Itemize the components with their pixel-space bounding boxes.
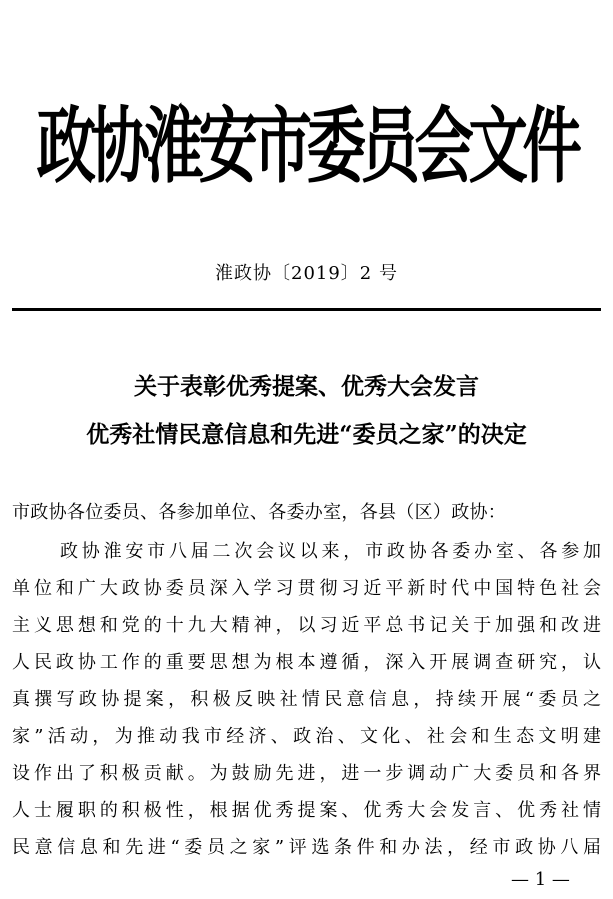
body-line-1: 政协淮安市八届二次会议以来，市政协各委办室、各参加 — [60, 541, 601, 562]
page-number: — 1 — — [511, 869, 570, 890]
salutation: 市政协各位委员、各参加单位、各委办室，各县（区）政协： — [12, 502, 507, 523]
body-line-6: 家”活动，为推动我市经济、政治、文化、社会和生态文明建 — [12, 726, 601, 747]
body-line-3: 主义思想和党的十九大精神，以习近平总书记关于加强和改进 — [12, 615, 601, 636]
decision-title-line-2: 优秀社情民意信息和先进“委员之家”的决定 — [86, 421, 527, 448]
header-divider — [12, 308, 601, 311]
body-line-7: 设作出了积极贡献。为鼓励先进，进一步调动广大委员和各界 — [12, 763, 601, 784]
body-line-8: 人士履职的积极性，根据优秀提案、优秀大会发言、优秀社情 — [12, 800, 601, 821]
decision-title-line-1: 关于表彰优秀提案、优秀大会发言 — [134, 373, 479, 400]
document-number: 淮政协〔2019〕2 号 — [215, 263, 398, 284]
body-line-2: 单位和广大政协委员深入学习贯彻习近平新时代中国特色社会 — [12, 578, 601, 599]
body-line-4: 人民政协工作的重要思想为根本遵循，深入开展调查研究，认 — [12, 652, 601, 673]
body-line-9: 民意信息和先进“委员之家”评选条件和办法，经市政协八届 — [12, 837, 601, 858]
body-line-5: 真撰写政协提案，积极反映社情民意信息，持续开展“委员之 — [12, 689, 601, 710]
document-header-title: 政协淮安市委员会文件 — [36, 96, 577, 195]
